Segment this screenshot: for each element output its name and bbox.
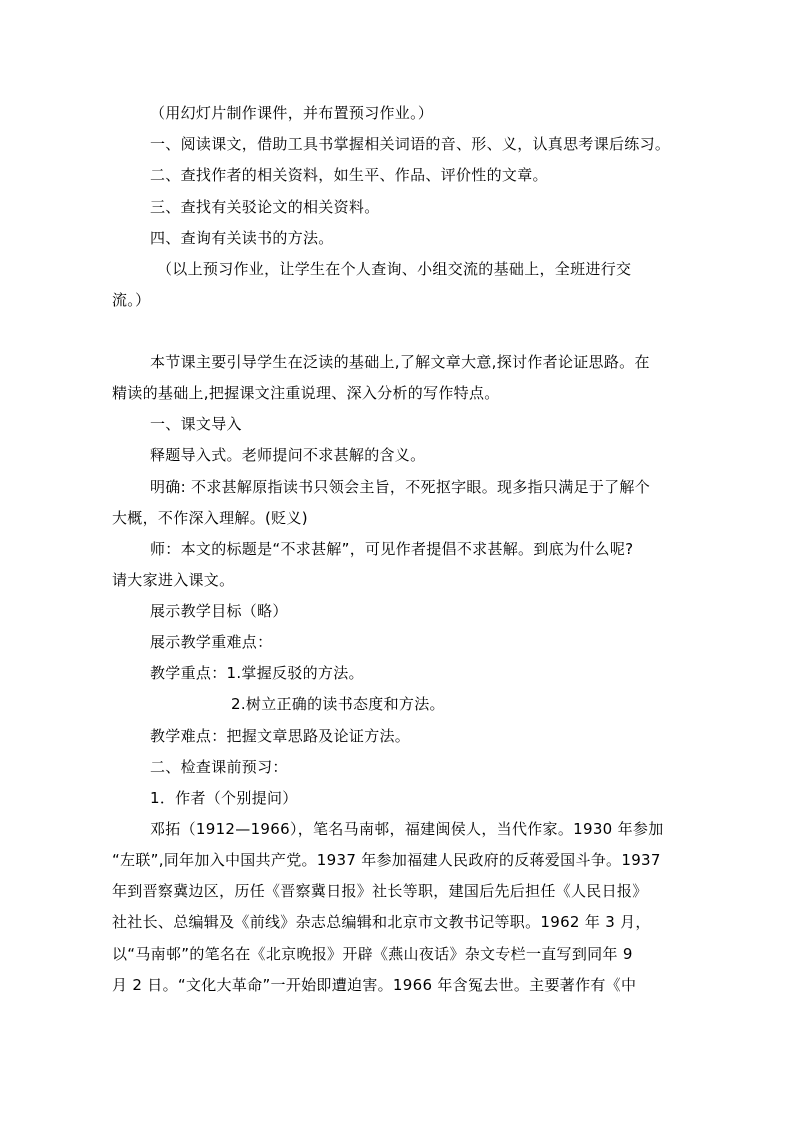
teacher-line-2: 请大家进入课文。 <box>112 571 235 589</box>
lesson-overview-line-1: 本节课主要引导学生在泛读的基础上,了解文章大意,探讨作者论证思路。在 <box>150 353 650 371</box>
author-bio-line-4: 社社长、总编辑及《前线》杂志总编辑和北京市文教书记等职。1962 年 3 月， <box>112 913 651 931</box>
section-heading-preview-check: 二、检查课前预习： <box>150 758 288 776</box>
prep-summary-line-2: 流。） <box>112 291 151 309</box>
author-bio-line-3: 年到晋察冀边区，历任《晋察冀日报》社长等职，建国后先后担任《人民日报》 <box>112 882 648 900</box>
show-key-points: 展示教学重难点： <box>150 633 273 651</box>
section-heading-intro: 一、课文导入 <box>150 415 242 433</box>
intro-method: 释题导入式。老师提问不求甚解的含义。 <box>150 446 426 464</box>
prep-task-1: 一、阅读课文，借助工具书掌握相关词语的音、形、义，认真思考课后练习。 <box>150 135 671 153</box>
prep-task-4: 四、查询有关读书的方法。 <box>150 229 334 247</box>
show-objectives: 展示教学目标（略） <box>150 602 288 620</box>
author-bio-line-1: 邓拓（1912—1966），笔名马南邨，福建闽侯人，当代作家。1930 年参加 <box>150 820 664 838</box>
key-point-2: 2.树立正确的读书态度和方法。 <box>231 695 445 713</box>
author-bio-line-2: “左联”,同年加入中国共产党。1937 年参加福建人民政府的反蒋爱国斗争。1937 <box>112 851 661 869</box>
difficult-point: 教学难点：把握文章思路及论证方法。 <box>150 727 411 745</box>
author-bio-line-5: 以“马南邨”的笔名在《北京晚报》开辟《燕山夜话》杂文专栏一直写到同年 9 <box>112 945 633 963</box>
subheading-author: 1．作者（个别提问） <box>150 789 298 807</box>
key-point-1: 教学重点：1.掌握反驳的方法。 <box>150 664 364 682</box>
prep-summary-line-1: （以上预习作业，让学生在个人查询、小组交流的基础上，全班进行交 <box>157 260 632 278</box>
teacher-line-1: 师：本文的标题是“不求甚解”，可见作者提倡不求甚解。到底为什么呢? <box>150 540 634 558</box>
definition-line-1: 明确: 不求甚解原指读书只领会主旨，不死抠字眼。现多指只满足于了解个 <box>150 478 651 496</box>
prep-intro-note: （用幻灯片制作课件，并布置预习作业。） <box>150 104 434 122</box>
lesson-overview-line-2: 精读的基础上,把握课文注重说理、深入分析的写作特点。 <box>112 384 500 402</box>
definition-line-2: 大概，不作深入理解。(贬义) <box>112 509 308 527</box>
prep-task-3: 三、查找有关驳论文的相关资料。 <box>150 198 380 216</box>
author-bio-line-6: 月 2 日。“文化大革命”一开始即遭迫害。1966 年含冤去世。主要著作有《中 <box>112 976 637 994</box>
prep-task-2: 二、查找作者的相关资料，如生平、作品、评价性的文章。 <box>150 166 548 184</box>
